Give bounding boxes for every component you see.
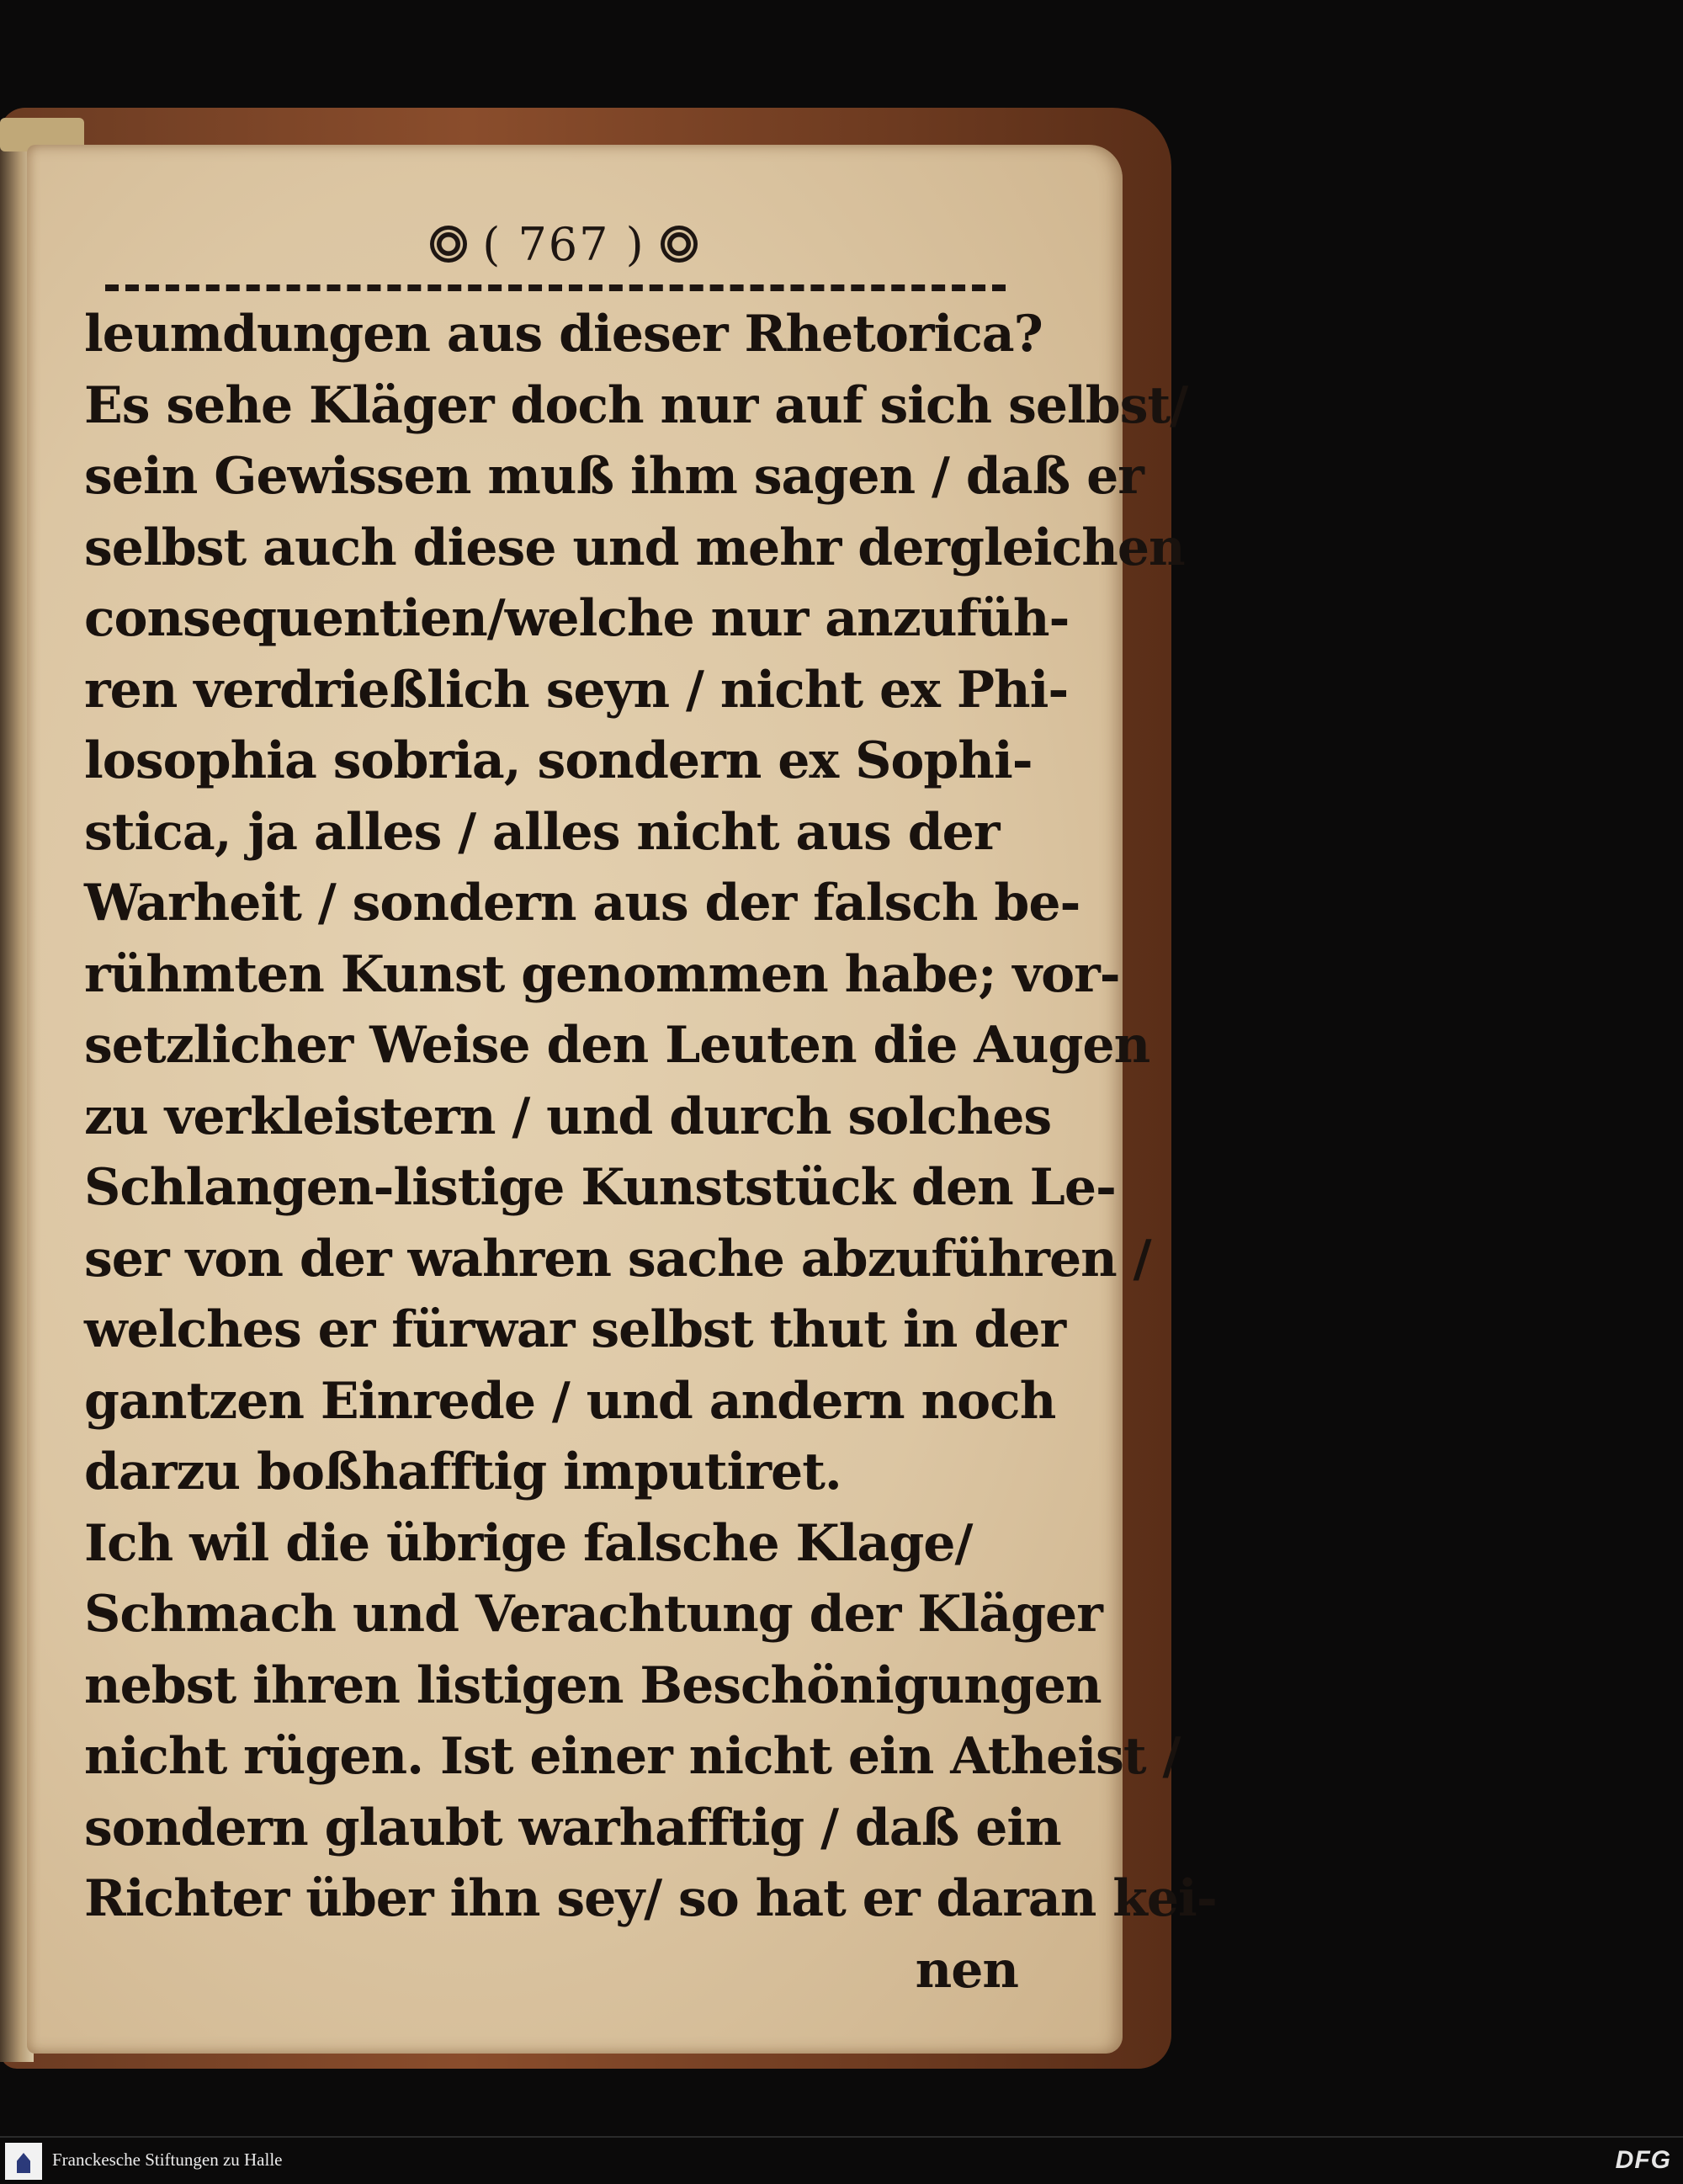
text-line: ren verdrießlich seyn / nicht ex Phi- — [84, 660, 1069, 720]
text-line: stica, ja alles / alles nicht aus der — [84, 802, 1000, 862]
text-line: sein Gewissen muß ihm sagen / daß er — [84, 447, 1144, 506]
text-line: sondern glaubt warhafftig / daß ein — [84, 1798, 1061, 1857]
page-header — [396, 215, 732, 274]
text-line: Schmach und Verachtung der Kläger — [84, 1585, 1102, 1644]
text-line: nebst ihren listigen Beschönigungen — [84, 1655, 1102, 1715]
viewer-footer — [0, 2136, 1683, 2184]
text-line: Schlangen-listige Kunststück den Le- — [84, 1158, 1116, 1217]
text-line: selbst auch diese und mehr dergleichen — [84, 518, 1185, 577]
flower-ornament-icon — [661, 226, 698, 263]
institution-name[interactable]: Franckesche Stiftungen zu Halle — [52, 2149, 283, 2170]
text-line: ser von der wahren sache abzuführen / — [84, 1229, 1151, 1289]
text-line: nicht rügen. Ist einer nicht ein Atheist / — [84, 1727, 1181, 1786]
text-line: Richter über ihn sey/ so hat er daran kei- — [84, 1869, 1217, 1928]
text-line: gantzen Einrede / und andern noch — [84, 1371, 1056, 1431]
text-line: rühmten Kunst genommen habe; vor- — [84, 944, 1120, 1004]
flower-ornament-icon — [430, 226, 467, 263]
catchword: nen — [915, 1940, 1018, 2000]
text-line: Es sehe Kläger doch nur auf sich selbst/ — [84, 375, 1188, 435]
building-icon — [17, 2153, 30, 2173]
text-line: losophia sobria, sondern ex Sophi- — [84, 731, 1033, 790]
text-line: Warheit / sondern aus der falsch be- — [84, 874, 1080, 933]
page-text — [84, 299, 1217, 2006]
text-line: consequentien/welche nur anzufüh- — [84, 589, 1070, 648]
institution-logo[interactable] — [5, 2143, 42, 2180]
text-line: zu verkleistern / und durch solches — [84, 1087, 1052, 1146]
header-rule — [105, 284, 1006, 291]
text-line: setzlicher Weise den Leuten die Augen — [84, 1016, 1150, 1075]
text-line: leumdungen aus dieser Rhetorica? — [84, 305, 1043, 364]
dfg-logo[interactable]: DFG — [1615, 2146, 1671, 2174]
page-number: ( 767 ) — [482, 217, 645, 271]
text-line: Ich wil die übrige falsche Klage/ — [84, 1513, 973, 1573]
text-line: darzu boßhafftig imputiret. — [84, 1443, 842, 1501]
text-line: welches er fürwar selbst thut in der — [84, 1300, 1066, 1359]
